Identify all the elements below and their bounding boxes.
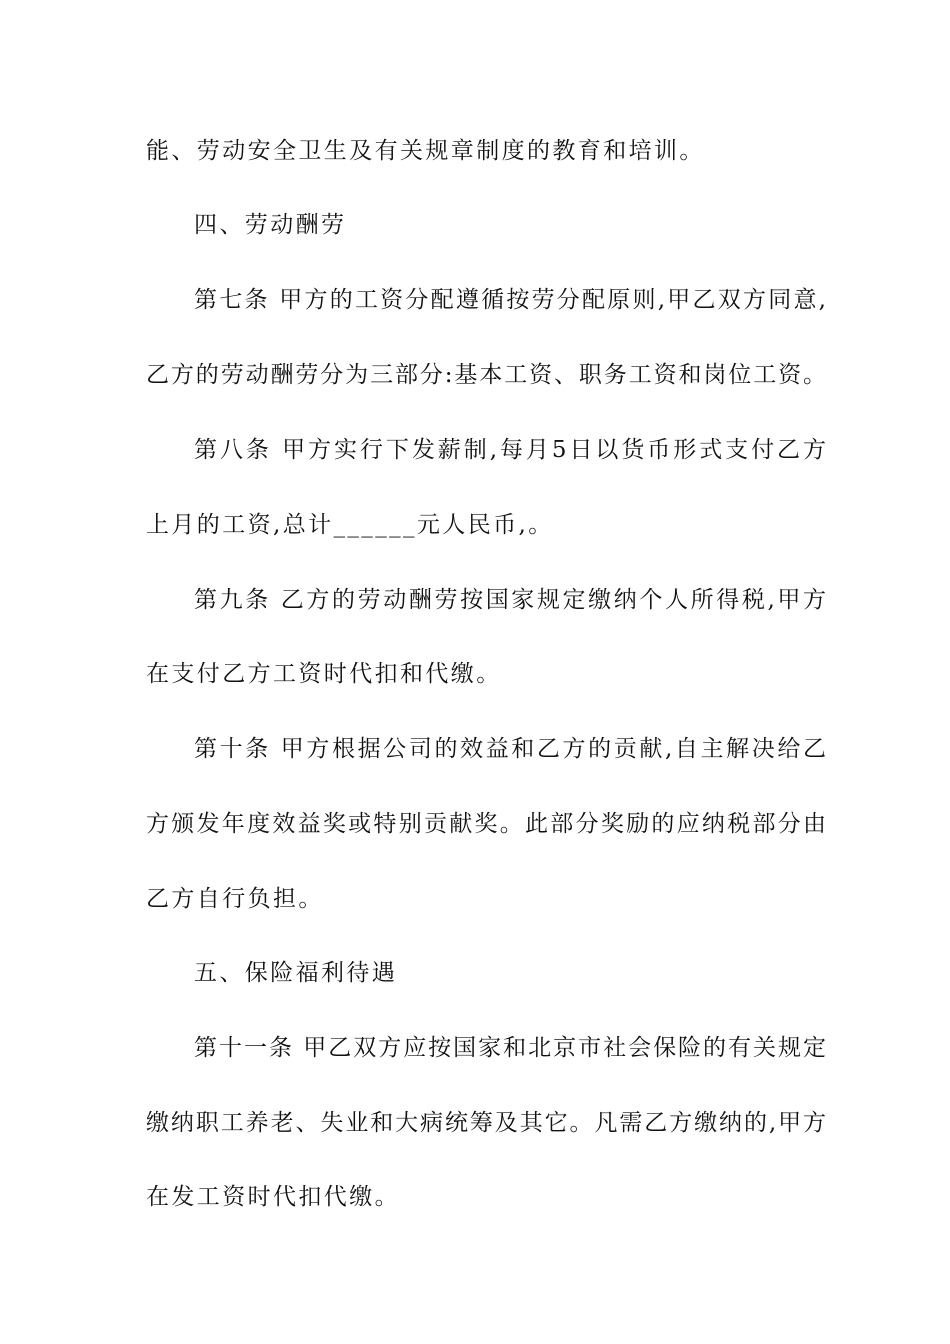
article-10-line-3: 乙方自行负担。 xyxy=(146,886,324,912)
article-8-line-1: 第八条 甲方实行下发薪制,每月5日以货币形式支付乙方 xyxy=(194,437,826,463)
article-11-line-1: 第十一条 甲乙双方应按国家和北京市社会保险的有关规定 xyxy=(194,1035,826,1061)
paragraph-line-1: 能、劳动安全卫生及有关规章制度的教育和培训。 xyxy=(146,138,705,164)
section-heading-insurance-benefits: 五、保险福利待遇 xyxy=(194,960,398,986)
article-8-line-2: 上月的工资,总计______元人民币,。 xyxy=(146,512,554,538)
article-9-line-1: 第九条 乙方的劳动酬劳按国家规定缴纳个人所得税,甲方 xyxy=(194,587,826,613)
article-10-line-1: 第十条 甲方根据公司的效益和乙方的贡献,自主解决给乙 xyxy=(194,736,826,762)
article-11-line-2: 缴纳职工养老、失业和大病统筹及其它。凡需乙方缴纳的,甲方 xyxy=(146,1110,826,1136)
section-heading-remuneration: 四、劳动酬劳 xyxy=(194,212,347,238)
article-9-line-2: 在支付乙方工资时代扣和代缴。 xyxy=(146,661,502,687)
article-11-line-3: 在发工资时代扣代缴。 xyxy=(146,1184,400,1210)
article-7-line-1: 第七条 甲方的工资分配遵循按劳分配原则,甲乙双方同意, xyxy=(194,287,826,313)
article-10-line-2: 方颁发年度效益奖或特别贡献奖。此部分奖励的应纳税部分由 xyxy=(146,811,826,837)
article-7-line-2: 乙方的劳动酬劳分为三部分:基本工资、职务工资和岗位工资。 xyxy=(146,362,826,388)
